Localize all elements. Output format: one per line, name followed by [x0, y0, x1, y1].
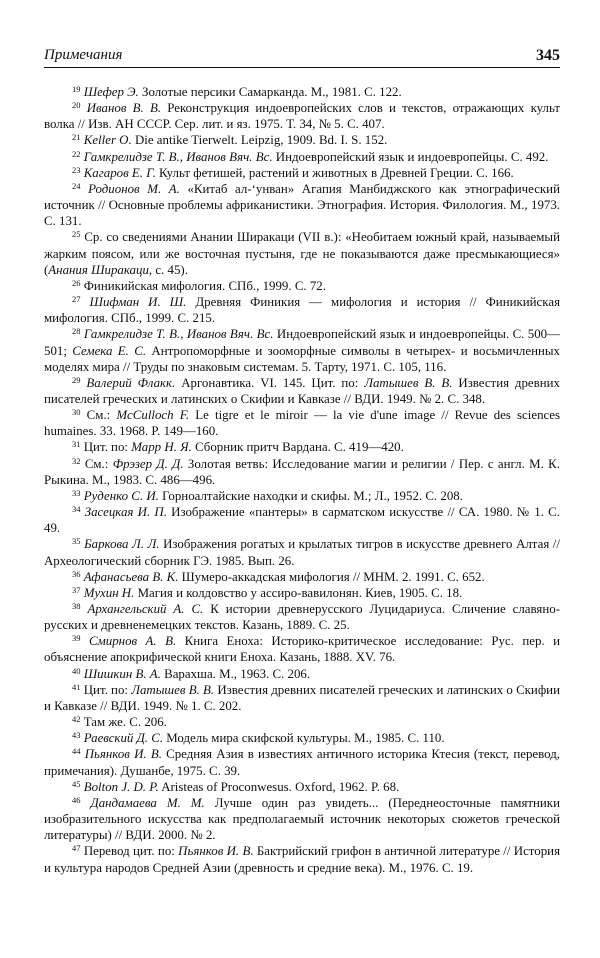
footnote: [44, 149, 560, 165]
footnote-number: 45: [72, 778, 81, 789]
footnote-text: К истории древнерусского Луцидариуса. Сличение славяно-русских и древненемецких текстов. Казань, 1889. С. 25.: [44, 602, 560, 633]
footnote-author: Раевский Д. С.: [83, 731, 164, 746]
footnote-author: Гамкрелидзе Т. В., Иванов Вяч. Вс.: [83, 149, 273, 164]
footnote-text: Ср. со сведениями Анании Ширакаци (VII в.): «Необитаем южный край, называемый жарким поясом, или же восточная пустыня, где не показываются даже пресмыкающиеся» (: [44, 230, 560, 277]
footnote-number: 32: [72, 455, 81, 466]
footnote-number: 47: [72, 843, 81, 854]
footnote: [44, 439, 560, 455]
footnote: [44, 795, 560, 843]
footnote-text: Сборник притч Вардана. С. 419—420.: [191, 440, 404, 455]
footnote: [44, 278, 560, 294]
footnote-text: Финикийская мифология. СПб., 1999. С. 72.: [83, 278, 326, 293]
footnote-author: Смирнов А. В.: [88, 634, 177, 649]
footnote-number: 40: [72, 665, 81, 676]
footnote-number: 39: [72, 633, 81, 644]
footnote: [44, 456, 560, 488]
footnote-text: Le tigre et le miroir — la vie d'une image // Revue des sciences humaines. 33. 1968. P. 149—160.: [44, 408, 560, 439]
header-rule: [44, 67, 560, 68]
footnote-number: 20: [72, 100, 81, 111]
footnote: [44, 375, 560, 407]
footnote-number: 27: [72, 294, 81, 305]
footnote-text: Древняя Финикия — мифология и история // Финикийская мифология. СПб., 1999. С. 215.: [44, 295, 560, 326]
footnote: [44, 326, 560, 374]
footnote-number: 46: [72, 794, 81, 805]
footnote: [44, 536, 560, 568]
footnote-text: Aristeas of Proconwesus. Oxford, 1962. P. 68.: [158, 779, 400, 794]
footnote-author: McCulloch F.: [116, 408, 190, 423]
footnote-author: Марр Н. Я.: [131, 440, 192, 455]
footnote-author: Засецкая И. П.: [84, 505, 167, 520]
footnote: [44, 730, 560, 746]
footnote-author: Пьянков И. В.: [178, 844, 254, 859]
footnote-text: Цит. по:: [83, 682, 132, 697]
footnote-number: 24: [72, 180, 81, 191]
footnote-text: Культ фетишей, растений и животных в Древней Греции. С. 166.: [155, 165, 514, 180]
footnote-text: Индоевропейский язык и индоевропейцы. С. 492.: [272, 149, 549, 164]
footnote-text: «Китаб ал-‘унван» Агапия Манбиджского как этнографический источник // Основные проблемы африканистики. Этнография. История. Филология. М., 1973. С. 131.: [44, 181, 560, 229]
footnote-text: Изображение «пантеры» в сарматском искусстве // СА. 1980. № 1. С. 49.: [44, 505, 560, 536]
footnote: [44, 746, 560, 778]
running-title: Примечания: [44, 47, 123, 63]
footnote-text: Die antike Tierwelt. Leipzig, 1909. Bd. I. S. 152.: [131, 133, 388, 148]
footnote-author: Keller O.: [83, 133, 132, 148]
footnote-number: 26: [72, 277, 81, 288]
footnote-author: Иванов В. В.: [86, 101, 162, 116]
footnote-number: 28: [72, 326, 81, 337]
footnote-number: 36: [72, 568, 81, 579]
footnote-text: Модель мира скифской культуры. М., 1985. С. 110.: [163, 731, 445, 746]
footnote-number: 37: [72, 584, 81, 595]
footnote-author: Руденко С. И.: [83, 488, 159, 503]
footnote-author: Архангельский А. С.: [87, 602, 204, 616]
footnote: [44, 407, 560, 439]
footnote: [44, 714, 560, 730]
footnote: [44, 100, 560, 132]
footnote: [44, 84, 560, 100]
page-number: 345: [536, 47, 560, 64]
footnote-text: , с. 45).: [148, 262, 188, 277]
footnote-author: Шефер Э.: [83, 85, 139, 99]
footnote-author: Латышев В. В.: [131, 682, 215, 697]
footnote-text: Изображения рогатых и крылатых тигров в искусстве древнего Алтая // Археологический сборник ГЭ. 1985. Вып. 26.: [44, 537, 560, 568]
footnote-author: Семека Е. С.: [72, 343, 147, 358]
footnote-text: См.:: [86, 408, 117, 423]
footnote-text: Индоевропейский язык и индоевропейцы. С. 500—501;: [44, 327, 560, 358]
footnote-text: Магия и колдовство у ассиро-вавилонян. Киев, 1905. С. 18.: [134, 585, 463, 600]
footnote-text: Антропоморфные и зооморфные символы в четырех- и восьмичленных моделях мира // Труды по знаковым системам. 5. Тарту, 1971. С. 105, 116.: [44, 343, 560, 374]
footnote-author: Кагаров Е. Г.: [83, 165, 156, 180]
footnote: [44, 843, 560, 875]
footnote-number: 30: [72, 407, 81, 418]
footnote-text: Перевод цит. по:: [83, 844, 179, 859]
footnote-text: Бактрийский грифон в античной литературе // История и культура народов Средней Азии (древность и средние века). М., 1976. С. 19.: [44, 844, 560, 875]
footnote: [44, 504, 560, 536]
footnote-text: Известия древних писателей греческих и латинских о Скифии и Кавказе // ВДИ. 1949. № 1. С. 202.: [44, 682, 560, 713]
footnote: [44, 633, 560, 665]
footnote-number: 44: [72, 746, 81, 757]
footnote-author: Гамкрелидзе Т. В., Иванов Вяч. Вс.: [83, 327, 274, 342]
footnote-author: Родионов М. А.: [88, 181, 180, 196]
footnote-text: Аргонавтика. VI. 145. Цит. по:: [175, 375, 365, 390]
footnote-author: Фрэзер Д. Д.: [112, 456, 184, 471]
footnote-number: 33: [72, 487, 81, 498]
footnote-text: Варахша. М., 1963. С. 206.: [160, 666, 311, 681]
footnote-number: 43: [72, 730, 81, 741]
footnote-text: Цит. по:: [83, 440, 132, 455]
footnote: [44, 132, 560, 148]
footnote: [44, 585, 560, 601]
footnote-number: 42: [72, 714, 81, 725]
footnote-number: 31: [72, 439, 81, 450]
page-header: [44, 44, 560, 68]
footnote-author: Мухин Н.: [83, 585, 135, 600]
footnote-text: Золотая ветвь: Исследование магии и религии / Пер. с англ. М. К. Рыкина. М., 1983. С. 486—496.: [44, 456, 560, 487]
footnote: [44, 229, 560, 277]
footnote-number: 19: [72, 84, 81, 94]
footnote: [44, 569, 560, 585]
footnote: [44, 488, 560, 504]
footnote: [44, 181, 560, 229]
footnote-text: Реконструкция индоевропейских слов и текстов, отражающих культ волка // Изв. АН СССР. Сер. лит. и яз. 1975. Т. 34, № 5. С. 407.: [44, 101, 561, 132]
footnote-author: Пьянков И. В.: [84, 747, 162, 762]
footnote-number: 29: [72, 374, 81, 385]
footnote-text: Золотые персики Самарканда. М., 1981. С. 122.: [138, 85, 402, 99]
footnote-author: Латышев В. В.: [364, 375, 453, 390]
footnote-number: 38: [72, 601, 81, 611]
footnote: [44, 682, 560, 714]
footnote: [44, 601, 560, 633]
footnote-number: 35: [72, 536, 81, 547]
footnote-text: Лучше один раз увидеть... (Переднеосточные памятники изобразительного искусства как предполагаемый источник некоторых сюжетов греческой литературы) // ВДИ. 2000. № 2.: [44, 795, 560, 843]
footnote-number: 21: [72, 132, 81, 143]
footnote-author: Bolton J. D. P.: [83, 779, 159, 794]
footnote: [44, 165, 560, 181]
footnote-text: Горноалтайские находки и скифы. М.; Л., 1952. С. 208.: [158, 488, 463, 503]
footnote-text: Известия древних писателей греческих и латинских о Скифии и Кавказе // ВДИ. 1949. № 2. С. 348.: [44, 375, 560, 406]
footnote-author: Дандамаева М. М.: [90, 795, 205, 810]
notes-list: [44, 84, 560, 876]
footnote-text: Шумеро-аккадская мифология // МНМ. 2. 1991. С. 652.: [178, 569, 485, 584]
footnote-author: Баркова Л. Л.: [84, 537, 160, 552]
footnote-author: Шифман И. Ш.: [89, 295, 187, 310]
footnote-text: Там же. С. 206.: [83, 715, 167, 730]
footnote-number: 23: [72, 164, 81, 175]
footnote-number: 25: [72, 229, 81, 240]
footnote-number: 22: [72, 148, 81, 159]
footnote: [44, 294, 560, 326]
footnote-author: Шишкин В. А.: [83, 666, 161, 681]
footnote-number: 34: [72, 504, 81, 515]
footnote-author: Валерий Флакк.: [86, 375, 176, 390]
footnote-author: Анания Ширакаци: [48, 262, 149, 277]
footnote-author: Афанасьева В. К.: [83, 569, 179, 584]
footnote-text: Книга Еноха: Историко-критическое исследование: Рус. пер. и объяснение апокрифической книги Еноха. Казань, 1888. XV. 76.: [44, 634, 560, 665]
footnote-text: Средняя Азия в известиях античного историка Ктесия (текст, перевод, примечания). Душанбе, 1975. С. 39.: [44, 747, 560, 778]
footnote: [44, 779, 560, 795]
footnote-text: См.:: [84, 456, 113, 471]
footnote: [44, 666, 560, 682]
footnote-number: 41: [72, 681, 81, 692]
